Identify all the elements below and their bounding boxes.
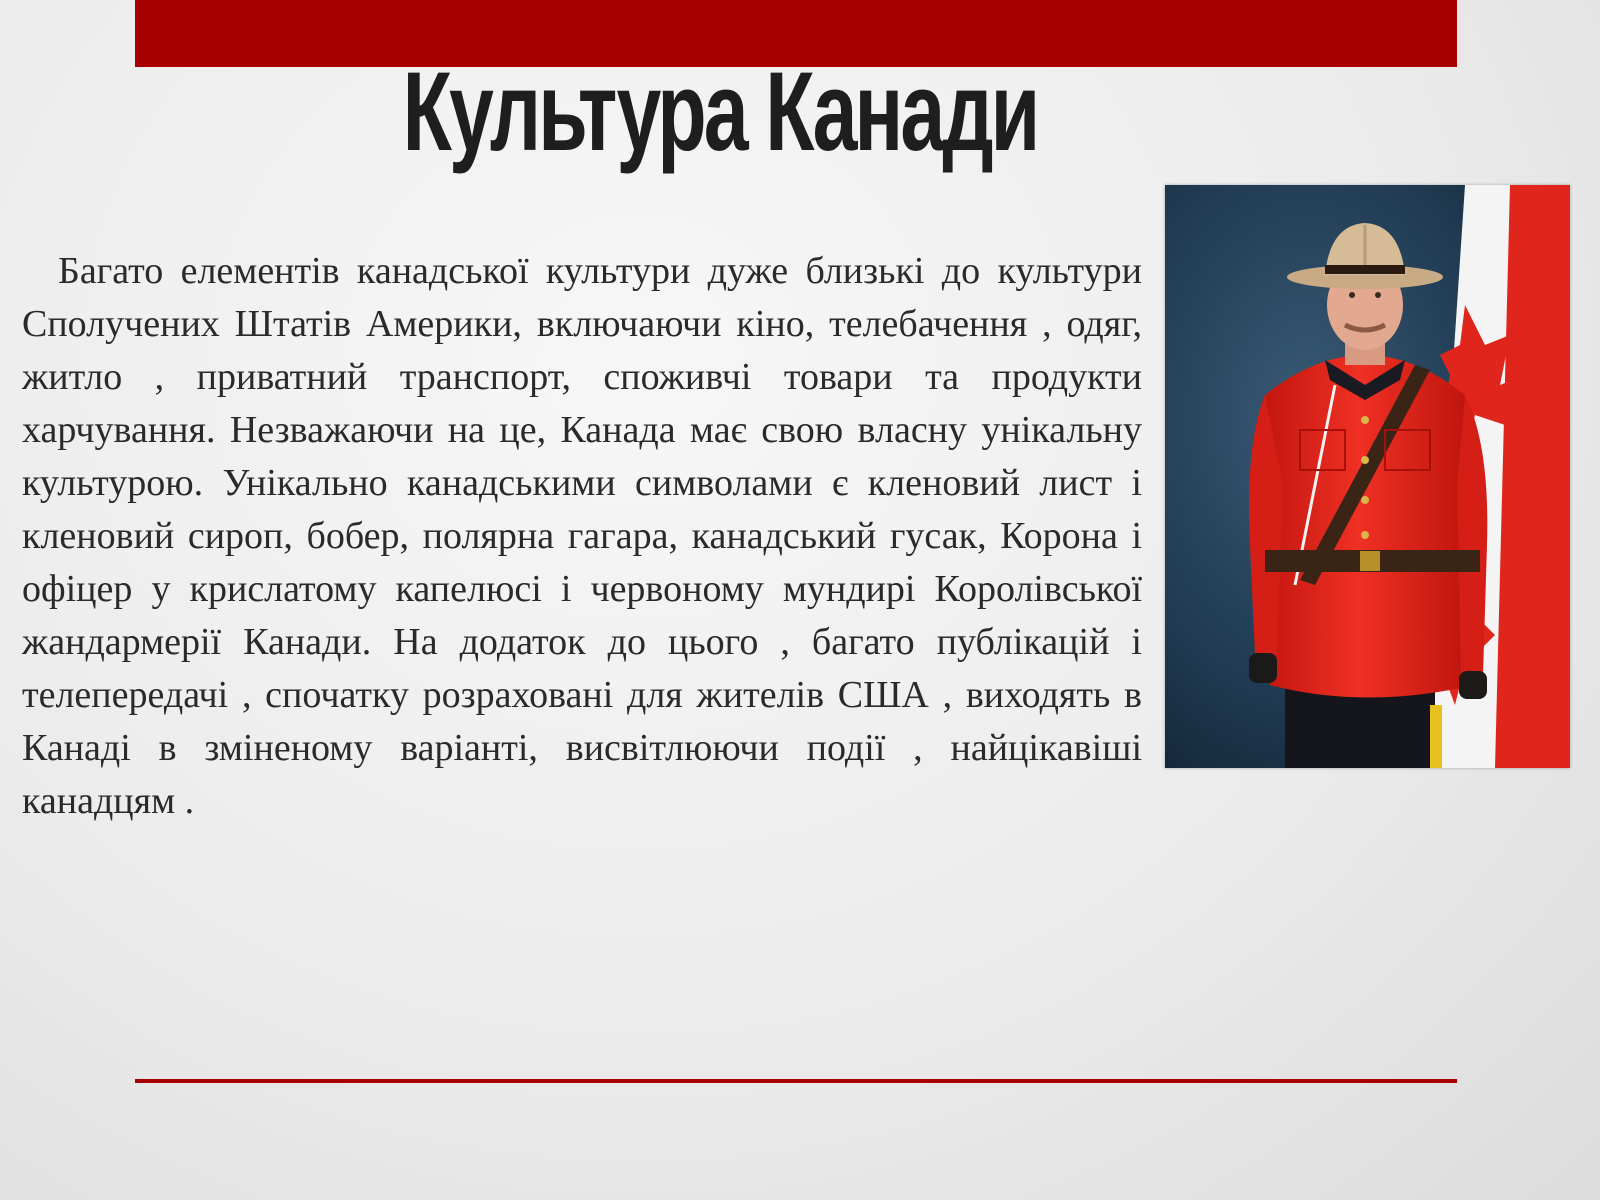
bottom-accent-rule xyxy=(135,1079,1457,1083)
slide-title: Культура Канади xyxy=(402,49,1038,174)
rcmp-officer-photo xyxy=(1165,185,1570,768)
red-serge-tunic xyxy=(1260,355,1480,698)
slide-body-text: Багато елементів канадської культури дуже близькі до культури Сполучених Штатів Америки, включаючи кіно, телебачення , одяг, житло , приватний транспорт, споживчі товари та продукти харчування. Незважаючи на це, Канада має свою власну унікальну культурою. Унікально канадськими символами є кленовий лист і кленовий сироп, бобер, полярна гагара, канадський гусак, Корона і офіцер у крислатому капелюсі і червоному мундирі Королівської жандармерії Канади. На додаток до цього , багато публікацій і телепередачі , спочатку розраховані для жителів США , виходять в Канаді в зміненому варіанті, висвітлюючи події , найцікавіші канадцям . xyxy=(22,250,1142,822)
